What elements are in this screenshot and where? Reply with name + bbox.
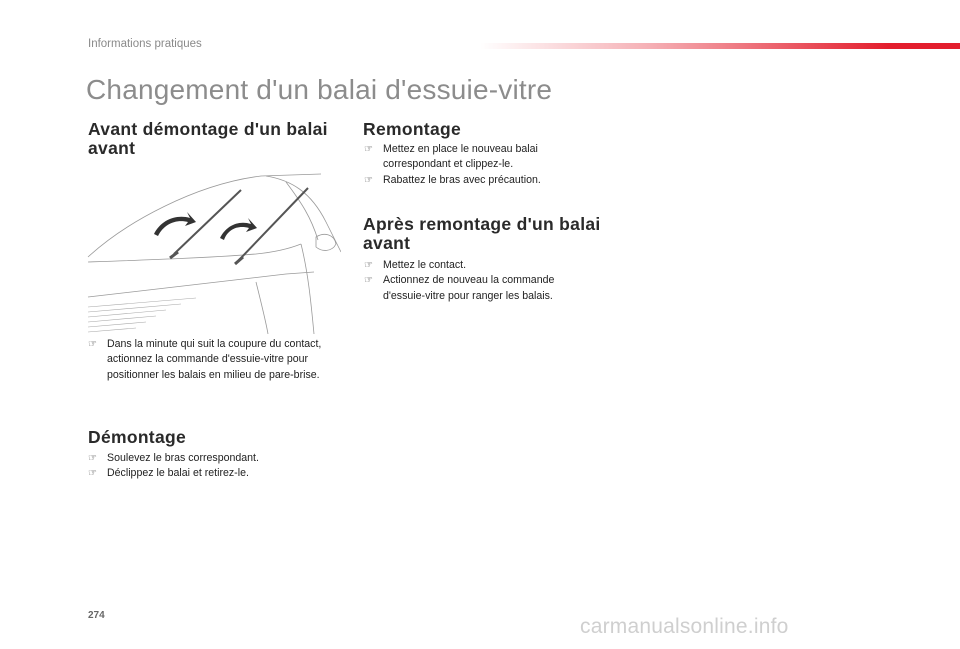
section-heading-removal: Démontage xyxy=(88,427,186,447)
pointing-finger-icon: ☞ xyxy=(88,339,97,350)
instruction-list-refit xyxy=(364,142,584,188)
section-heading-refit: Remontage xyxy=(363,119,461,139)
page-number: 274 xyxy=(88,610,105,621)
watermark: carmanualsonline.info xyxy=(580,615,789,638)
door-line xyxy=(301,244,314,334)
list-item: ☞ Mettez le contact. xyxy=(364,258,589,273)
section-label: Informations pratiques xyxy=(88,38,202,50)
pointing-finger-icon: ☞ xyxy=(364,144,373,155)
pointing-finger-icon: ☞ xyxy=(364,260,373,271)
windscreen-lower-edge xyxy=(88,244,301,262)
left-wiper-blade xyxy=(170,190,241,258)
list-item: ☞ Dans la minute qui suit la coupure du contact, actionnez la commande d'essuie-vitre pour positionner les balais en milieu de pare-brise. xyxy=(88,338,322,381)
lift-arrow-left xyxy=(154,212,196,236)
windscreen-outline xyxy=(88,174,321,257)
pointing-finger-icon: ☞ xyxy=(364,275,373,287)
list-item: ☞ Mettez en place le nouveau balai correspondant et clippez-le. xyxy=(364,143,538,171)
roof-line xyxy=(266,176,341,252)
wiper-illustration xyxy=(86,162,341,334)
pointing-finger-icon: ☞ xyxy=(88,453,97,464)
page-title: Changement d'un balai d'essuie-vitre xyxy=(86,74,553,105)
bonnet-line xyxy=(88,272,314,297)
instruction-list-after-refit xyxy=(364,258,589,304)
list-item: ☞ Soulevez le bras correspondant. xyxy=(88,451,346,466)
list-item: ☞ Déclippez le balai et retirez-le. xyxy=(88,466,346,481)
list-item: ☞ Rabattez le bras avec précaution. xyxy=(364,173,584,188)
instruction-list-before-removal xyxy=(88,337,346,383)
pointing-finger-icon: ☞ xyxy=(364,174,373,186)
wing-line xyxy=(256,282,268,334)
instruction-list-removal xyxy=(88,451,346,482)
accent-rule xyxy=(480,43,960,49)
lift-arrow-right xyxy=(220,218,257,240)
pointing-finger-icon: ☞ xyxy=(88,468,97,480)
section-heading-before-removal: Avant démontage d'un balai avant xyxy=(88,119,328,158)
section-heading-after-refit: Après remontage d'un balai avant xyxy=(363,214,601,253)
list-item: ☞ Actionnez de nouveau la commande d'essuie-vitre pour ranger les balais. xyxy=(364,274,555,302)
